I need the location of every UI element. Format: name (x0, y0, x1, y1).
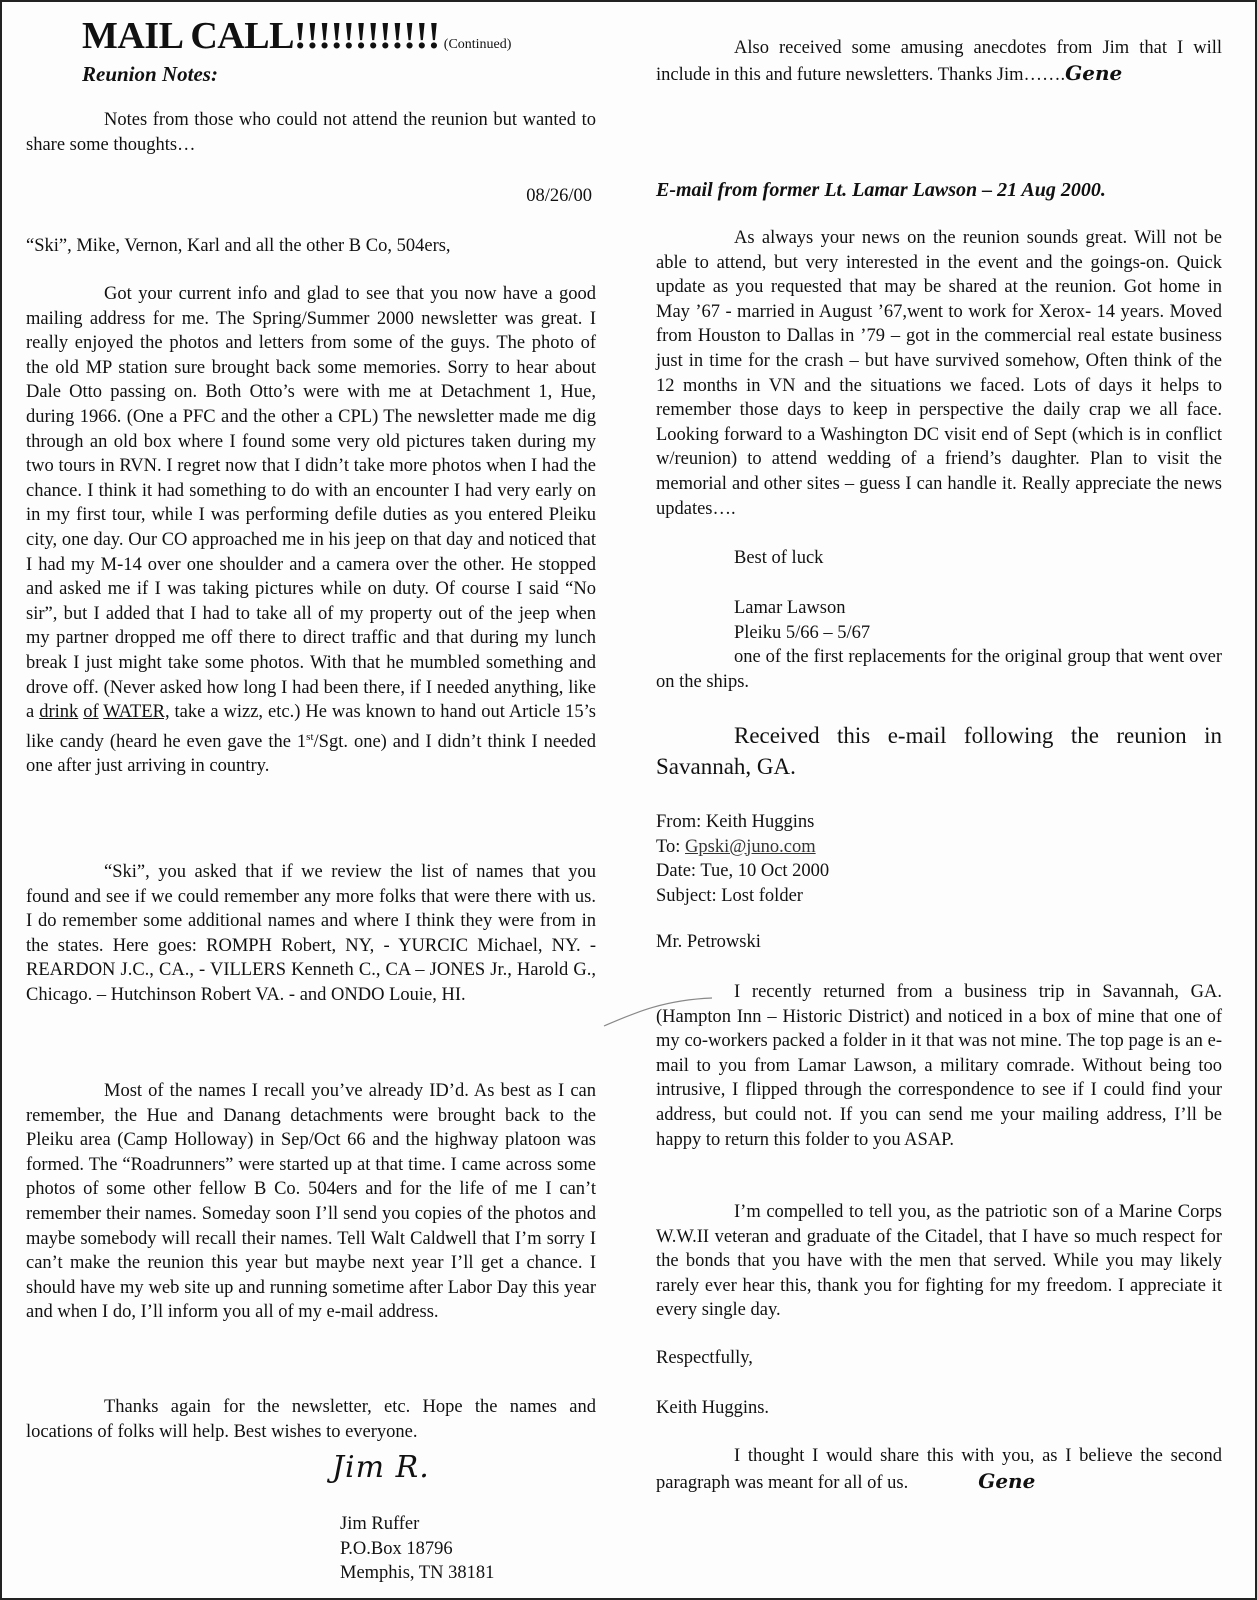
anecdotes-text: Also received some amusing anecdotes from Jim that I will include in this and future newsletters. Thanks Jim……. (656, 38, 1222, 85)
title-row (82, 14, 511, 58)
letter-paragraph-1 (26, 282, 596, 779)
lawson-name: Lamar Lawson (734, 598, 846, 618)
address-line: P.O.Box 18796 (340, 1538, 453, 1559)
underlined-of: of (83, 702, 99, 723)
address-line: Jim Ruffer (340, 1514, 420, 1534)
letter-date: 08/26/00 (526, 186, 592, 206)
best-of-luck: Best of luck (734, 548, 824, 568)
jim-signature: Jim R. (332, 1450, 430, 1485)
page-title: MAIL CALL!!!!!!!!!!!! (82, 15, 440, 57)
lawson-heading: E-mail from former Lt. Lamar Lawson – 21 Aug 2000. (656, 179, 1106, 201)
continued-label: (Continued) (443, 37, 512, 52)
email-closing: Respectfully, (656, 1348, 753, 1368)
sender-address (340, 1512, 494, 1586)
huggins-paragraph-1: I recently returned from a business trip in Savannah, GA. (Hampton Inn – Historic District) and noticed in a box of mine that one of my co-workers packed a folder in it that was not mine. The top page is an e-mail to you from Lamar Lawson, a military comrade. Without being too intrusive, I flipped through the correspondence to see if I could find your address, but could not. If you can send me your mailing address, I’ll be happy to return this folder to you ASAP. (656, 982, 1222, 1150)
email-address-link[interactable]: Gpski@juno.com (685, 836, 816, 857)
anecdotes-paragraph (656, 36, 1222, 87)
final-text: I thought I would share this with you, as I believe the second paragraph was meant for all of us. (656, 1446, 1222, 1493)
email-from: From: Keith Huggins (656, 812, 815, 832)
email-to (656, 835, 829, 860)
para1-text-b: take a wizz, etc.) He was known to hand out Article 15’s like candy (heard he even gave the 1 (26, 702, 596, 752)
email-closing-name: Keith Huggins. (656, 1398, 770, 1418)
intro-paragraph: Notes from those who could not attend the reunion but wanted to share some thoughts… (26, 110, 596, 155)
underlined-drink: drink (39, 702, 79, 723)
section-subtitle: Reunion Notes: (82, 62, 218, 86)
huggins-paragraph-2: I’m compelled to tell you, as the patriotic son of a Marine Corps W.W.II veteran and graduate of the Citadel, that I have so much respect for the bonds that you have with the men that served. While you may likely rarely ever hear this, thank you for fighting for my freedom. I appreciate it every single day. (656, 1202, 1222, 1321)
email-header (656, 810, 829, 908)
email-subject: Subject: Lost folder (656, 885, 803, 906)
pen-stroke-mark (602, 992, 722, 1032)
para1-text-a: Got your current info and glad to see that you now have a good mailing address for me. The Spring/Summer 2000 newsletter was great. I really enjoyed the photos and letters from some of the guys. The photo of the old MP station sure brought back some memories. Sorry to hear about Dale Otto passing on. Both Otto’s were with me at Detachment 1, Hue, during 1966. (One a PFC and the other a CPL) The newsletter made me dig through an old box where I found some very old pictures taken during my two tours in RVN. I regret now that I didn’t take more photos when I had the chance. I think it had something to do with an encounter I had very early on in my first tour, while I was performing defile duties as you entered Pleiku city, one day. Our CO approached me in his jeep on that day and noticed that I had my M-14 over one shoulder and a camera over the other. He stopped and asked me if I was taking pictures while on duty. Of course I said “No sir”, but I added that I had to take all of my property out of the jeep when my partner dropped me off there to direct traffic and that during my lunch break I just might take some photos. With that he mumbled something and drove off. (Never asked how long I had been there, if I needed anything, like a (26, 284, 596, 723)
superscript-st: st (306, 730, 314, 743)
letter-paragraph-4: Thanks again for the newsletter, etc. Hope the names and locations of folks will help. Best wishes to everyone. (26, 1397, 596, 1442)
gene-signature: Gene (1065, 60, 1123, 85)
letter-paragraph-3: Most of the names I recall you’ve already ID’d. As best as I can remember, the Hue and Danang detachments were brought back to the Pleiku area (Camp Holloway) in Sep/Oct 66 and the highway platoon was formed. The “Roadrunners” were started up at that time. I came across some photos of some other fellow B Co. 504ers and for the life of me I can’t remember their names. Someday soon I’ll send you copies of the photos and maybe somebody will recall their names. Tell Walt Caldwell that I’m sorry I can’t make the reunion this year but maybe next year I’ll get a chance. I should have my web site up and running sometime after Labor Day this year and when I do, I’ll inform you all of my e-mail address. (26, 1081, 596, 1323)
lawson-paragraph: As always your news on the reunion sounds great. Will not be able to attend, but very interested in the event and the goings-on. Quick update as you requested that may be shared at the reunion. Got home in May ’67 - married in August ’67,went to work for Xerox- 14 years. Moved from Houston to Dallas in ’79 – got in the commercial real estate business just in time for the crash – but have survived somehow, Often think of the 12 months in VN and the situations we faced. Lots of days it helps to remember those days to keep in perspective the daily crap we all face. Looking forward to a Washington DC visit end of Sept (which is in conflict w/reunion) to attend wedding of a friend’s daughter. Plan to visit the memorial and other sites – guess I can handle it. Really appreciate the news updates…. (656, 228, 1222, 519)
email-to-label: To: (656, 836, 686, 857)
letter-paragraph-2: “Ski”, you asked that if we review the list of names that you found and see if we could remember any more folks that were there with us. I do remember some additional names and where I think they were from in the states. Here goes: ROMPH Robert, NY, - YURCIC Michael, NY. - REARDON J.C., CA., - VILLERS Kenneth C., CA – JONES Jr., Harold G., Chicago. – Hutchinson Robert VA. - and ONDO Louie, HI. (26, 862, 596, 1005)
email-date: Date: Tue, 10 Oct 2000 (656, 861, 830, 882)
address-line: Memphis, TN 38181 (340, 1563, 495, 1584)
para1-text-c: /Sgt. one) and I didn’t think I needed one after just arriving in country. (26, 731, 596, 777)
email-greeting: Mr. Petrowski (656, 932, 761, 952)
underlined-water: WATER, (103, 702, 170, 723)
lawson-unit: Pleiku 5/66 – 5/67 (734, 622, 871, 643)
final-paragraph (656, 1444, 1222, 1495)
received-heading: Received this e-mail following the reunion in Savannah, GA. (656, 723, 1222, 779)
final-gene-signature: Gene (978, 1468, 1036, 1493)
lawson-note: one of the first replacements for the original group that went over on the ships. (656, 647, 1222, 692)
letter-salutation: “Ski”, Mike, Vernon, Karl and all the other B Co, 504ers, (26, 236, 451, 256)
